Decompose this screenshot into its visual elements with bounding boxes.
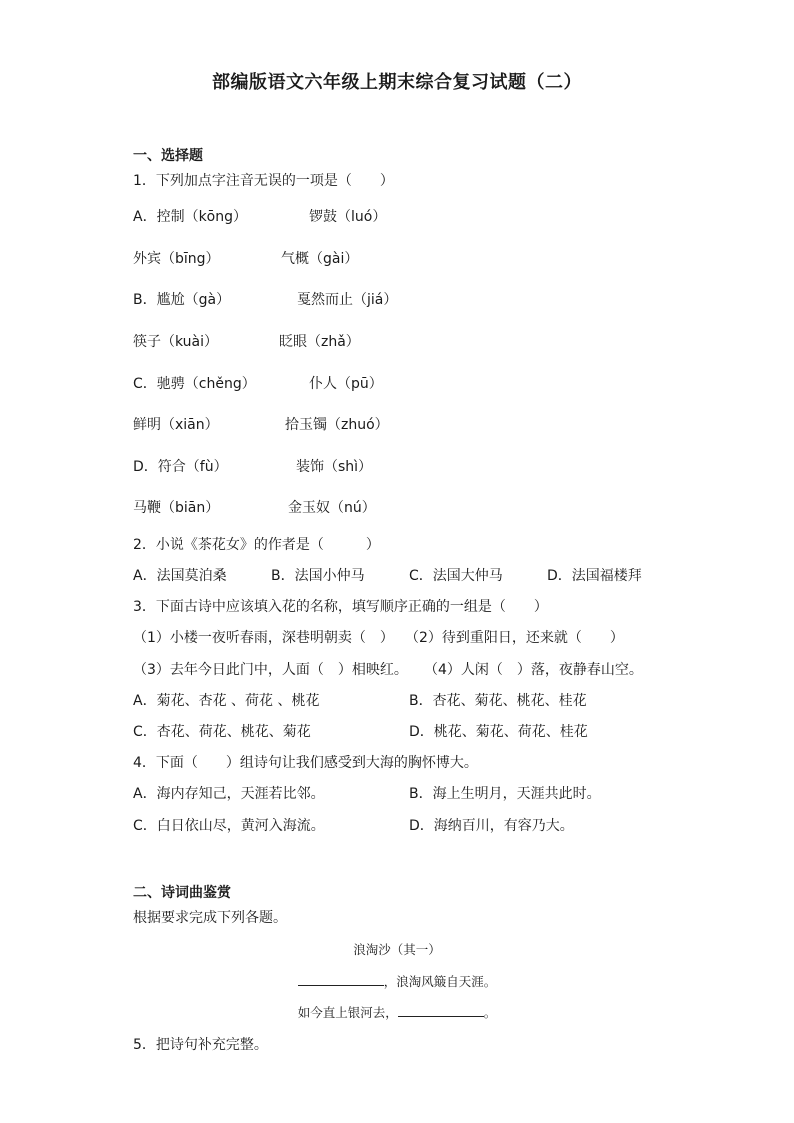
answer-blank[interactable] xyxy=(298,971,384,986)
section-heading-poetry: 二、诗词曲鉴赏 xyxy=(133,885,231,901)
q1-option-text: C．驰骋（chěng） xyxy=(133,376,256,392)
q1-option-text: 鲜明（xiān） xyxy=(133,417,219,433)
question-2-stem: 2．小说《茶花女》的作者是（ ） xyxy=(133,537,380,553)
q2-option-b: B．法国小仲马 xyxy=(271,568,365,584)
q3-poem-line-3: （3）去年今日此门中，人面（ ）相映红。 xyxy=(133,662,408,678)
q2-option-d: D．法国福楼拜 xyxy=(547,568,642,584)
q1-option-text: 金玉奴（nú） xyxy=(288,500,376,516)
q3-poem-line-2: （2）待到重阳日，还来就（ ） xyxy=(405,630,624,646)
q1-option-text: 锣鼓（luó） xyxy=(309,209,387,225)
q1-option-text: 仆人（pū） xyxy=(309,376,383,392)
answer-blank[interactable] xyxy=(398,1002,484,1017)
q4-option-d: D．海纳百川，有容乃大。 xyxy=(409,818,574,834)
q3-option-d: D．桃花、菊花、荷花、桂花 xyxy=(409,724,588,740)
poem-line-1-text: ，浪淘风簸自天涯。 xyxy=(383,974,497,989)
q3-option-c: C．杏花、荷花、桃花、菊花 xyxy=(133,724,311,740)
q3-poem-line-1: （1）小楼一夜听春雨，深巷明朝卖（ ） xyxy=(133,630,394,646)
q3-option-b: B．杏花、菊花、桃花、桂花 xyxy=(409,693,587,709)
question-1-stem: 1．下列加点字注音无误的一项是（ ） xyxy=(133,173,394,189)
q1-option-text: 眨眼（zhǎ） xyxy=(279,334,360,350)
poem-line-2-end: 。 xyxy=(483,1005,497,1020)
instructions: 根据要求完成下列各题。 xyxy=(133,910,287,926)
q3-option-a: A．菊花、杏花 、荷花 、桃花 xyxy=(133,693,320,709)
q4-option-c: C．白日依山尽，黄河入海流。 xyxy=(133,818,325,834)
poem-title: 浪淘沙（其一） xyxy=(353,942,441,957)
q2-option-a: A．法国莫泊桑 xyxy=(133,568,227,584)
q1-option-text: 外宾（bīng） xyxy=(133,251,220,267)
question-3-stem: 3．下面古诗中应该填入花的名称，填写顺序正确的一组是（ ） xyxy=(133,599,548,615)
q1-option-text: A．控制（kōng） xyxy=(133,209,248,225)
poem-line-2-text: 如今直上银河去， xyxy=(297,1005,398,1020)
q4-option-b: B．海上生明月，天涯共此时。 xyxy=(409,786,601,802)
q1-option-text: 装饰（shì） xyxy=(296,459,373,475)
question-4-stem: 4．下面（ ）组诗句让我们感受到大海的胸怀博大。 xyxy=(133,755,478,771)
q1-option-text: 拾玉镯（zhuó） xyxy=(285,417,389,433)
poem-line-1 xyxy=(0,971,794,992)
poem-line-2 xyxy=(0,1002,794,1023)
q1-option-text: 戛然而止（jiá） xyxy=(297,292,398,308)
page-title: 部编版语文六年级上期末综合复习试题（二） xyxy=(212,72,582,93)
section-heading-choice: 一、选择题 xyxy=(133,148,203,164)
q4-option-a: A．海内存知己，天涯若比邻。 xyxy=(133,786,325,802)
q1-option-text: 筷子（kuài） xyxy=(133,334,219,350)
q1-option-text: 马鞭（biān） xyxy=(133,500,220,516)
question-5-stem: 5．把诗句补充完整。 xyxy=(133,1037,268,1053)
q2-option-c: C．法国大仲马 xyxy=(409,568,503,584)
q1-option-text: B．尴尬（gà） xyxy=(133,292,231,308)
q3-poem-line-4: （4）人闲（ ）落，夜静春山空。 xyxy=(424,662,643,678)
q1-option-text: 气概（gài） xyxy=(281,251,359,267)
q1-option-text: D．符合（fù） xyxy=(133,459,228,475)
